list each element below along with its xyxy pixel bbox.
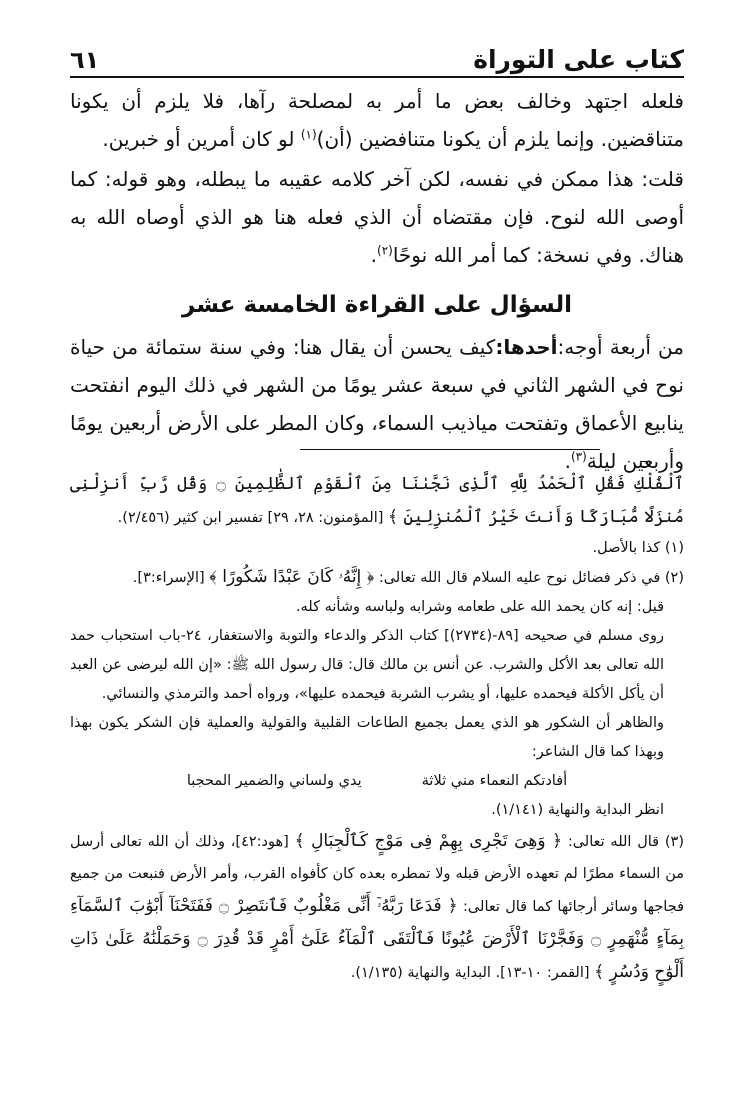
footnote-ref: (٢) — [377, 243, 393, 258]
page-number: ٦١ — [70, 46, 100, 74]
footnote-line: والظاهر أن الشكور هو الذي يعمل بجميع الطاعات القلبية والقولية والعملية فإن الشكر يكون بهذا وبهذا كما قال الشاعر: — [70, 715, 664, 760]
footnote-1: (١) كذا بالأصل. — [592, 540, 684, 556]
footnote-text: [القمر: ١٠-١٣]. البداية والنهاية (١/١٣٥). — [350, 965, 595, 981]
quran-quote: ﴿ إِنَّهُۥ كَانَ عَبْدًا شَكُورًا ﴾ — [209, 567, 375, 587]
quran-quote: ٱلْفُلْكِ فَقُلِ ٱلْحَمْدُ لِلَّهِ ٱلَّذِى نَجَّىٰنَا مِنَ ٱلْقَوْمِ ٱلظَّٰلِمِينَ ۝ وَقُل رَّبِّ أَنزِلْنِى مُنزَلًا مُّبَارَكًا وَأَنتَ خَيْرُ ٱلْمُنزِلِينَ ﴾ — [70, 474, 684, 527]
paragraph-text: كيف يحسن أن يقال هنا: وفي سنة ستمائة من حياة نوح في الشهر الثاني في سبعة عشر يومًا من الشهر في ذلك اليوم انفتحت ينابيع الأعماق وتفتحت مياذيب السماء، وكان المطر على الأرض أربعين يومًا وأربعين ليلة — [70, 335, 684, 473]
paragraph-text: قلت: هذا ممكن في نفسه، لكن آخر كلامه عقيبه ما يبطله، وهو قوله: كما أوصى الله لنوح. فإن مقتضاه أن الذي فعله هنا هو الذي أوصاه الله به هناك. وفي نسخة: كما أمر الله نوحًا — [70, 167, 684, 267]
paragraph — [70, 82, 684, 158]
footnote-text: [المؤمنون: ٢٨، ٢٩] تفسير ابن كثير (٢/٤٥٦). — [117, 510, 389, 526]
footnote-ref: (٣) — [570, 449, 587, 464]
paragraph-lead: أحدها: — [495, 335, 558, 359]
footnote-text: (٢) في ذكر فضائل نوح عليه السلام قال الله تعالى: — [374, 570, 684, 586]
paragraph — [70, 328, 684, 480]
footnote-text: [الإسراء:٣]. — [132, 570, 210, 586]
footnote-text: (٣) قال الله تعالى: — [562, 834, 684, 850]
quran-quote: ﴿ وَهِىَ تَجْرِى بِهِمْ فِى مَوْجٍ كَٱلْجِبَالِ ﴾ — [294, 831, 563, 851]
footnote-line: روى مسلم في صحيحه [٨٩-(٢٧٣٤)] كتاب الذكر والدعاء والتوبة والاستغفار، ٢٤-باب استحباب حمد الله تعالى بعد الأكل والشرب. عن أنس بن مالك قال: قال رسول الله ﷺ: «إن الله ليرضى عن العبد أن يأكل الأكلة فيحمده عليها، أو يشرب الشربة فيحمده عليها»، ورواه أحمد والترمذي والنسائي. — [70, 628, 664, 702]
poetry-verse — [70, 767, 684, 796]
paragraph-text: . — [370, 243, 377, 267]
verse-hemistich: يدي ولساني والضمير المحجبا — [186, 773, 362, 789]
verse-hemistich: أفادتكم النعماء مني ثلاثة — [421, 773, 568, 789]
footnote-text: [هود:٤٢]، وذلك أن الله تعالى أرسل من السماء مطرًا لم تعهده الأرض قبله ولا تمطره بعده كان كأفواه القرب، وأمر الأرض فنبعت من جميع فجاجها وسائر أرجائها كما قال تعالى: — [70, 834, 684, 915]
footnote-line: قيل: إنه كان يحمد الله على طعامه وشرابه ولباسه وشأنه كله. — [295, 599, 664, 615]
paragraph-text: . — [564, 449, 571, 473]
footnotes — [70, 468, 684, 989]
paragraph — [70, 160, 684, 274]
paragraph-lead: من أربعة أوجه: — [557, 335, 684, 359]
footnote-3 — [70, 825, 684, 989]
footnote-separator — [300, 449, 600, 450]
book-title: كتاب على التوراة — [473, 45, 684, 74]
continuation-mark — [640, 461, 650, 467]
footnote-2 — [70, 563, 684, 593]
footnote-line: انظر البداية والنهاية (١/١٤١). — [491, 802, 664, 818]
paragraph-text: فلعله اجتهد وخالف بعض ما أمر به لمصلحة رآها، فلا يلزم أن يكونا متناقضين. وإنما يلزم أن يكونا متنافضين (أن) — [70, 89, 684, 151]
quran-quote: ﴿ فَدَعَا رَبَّهُۥٓ أَنِّى مَغْلُوبٌ فَٱنتَصِرْ ۝ فَفَتَحْنَآ أَبْوَٰبَ ٱلسَّمَآءِ بِمَآءٍ مُّنْهَمِرٍ ۝ وَفَجَّرْنَا ٱلْأَرْضَ عُيُونًا فَٱلْتَقَى ٱلْمَآءُ عَلَىٰٓ أَمْرٍ قَدْ قُدِرَ ۝ وَحَمَلْنَٰهُ عَلَىٰ ذَاتِ أَلْوَٰحٍ وَدُسُرٍ ﴾ — [70, 896, 684, 982]
running-head — [70, 44, 684, 78]
paragraph-text: لو كان أمرين أو خبرين. — [102, 127, 301, 151]
footnote-ref: (١) — [300, 127, 317, 142]
section-heading: السؤال على القراءة الخامسة عشر — [182, 292, 572, 318]
main-text — [70, 82, 684, 480]
footnote-continuation — [70, 468, 684, 534]
